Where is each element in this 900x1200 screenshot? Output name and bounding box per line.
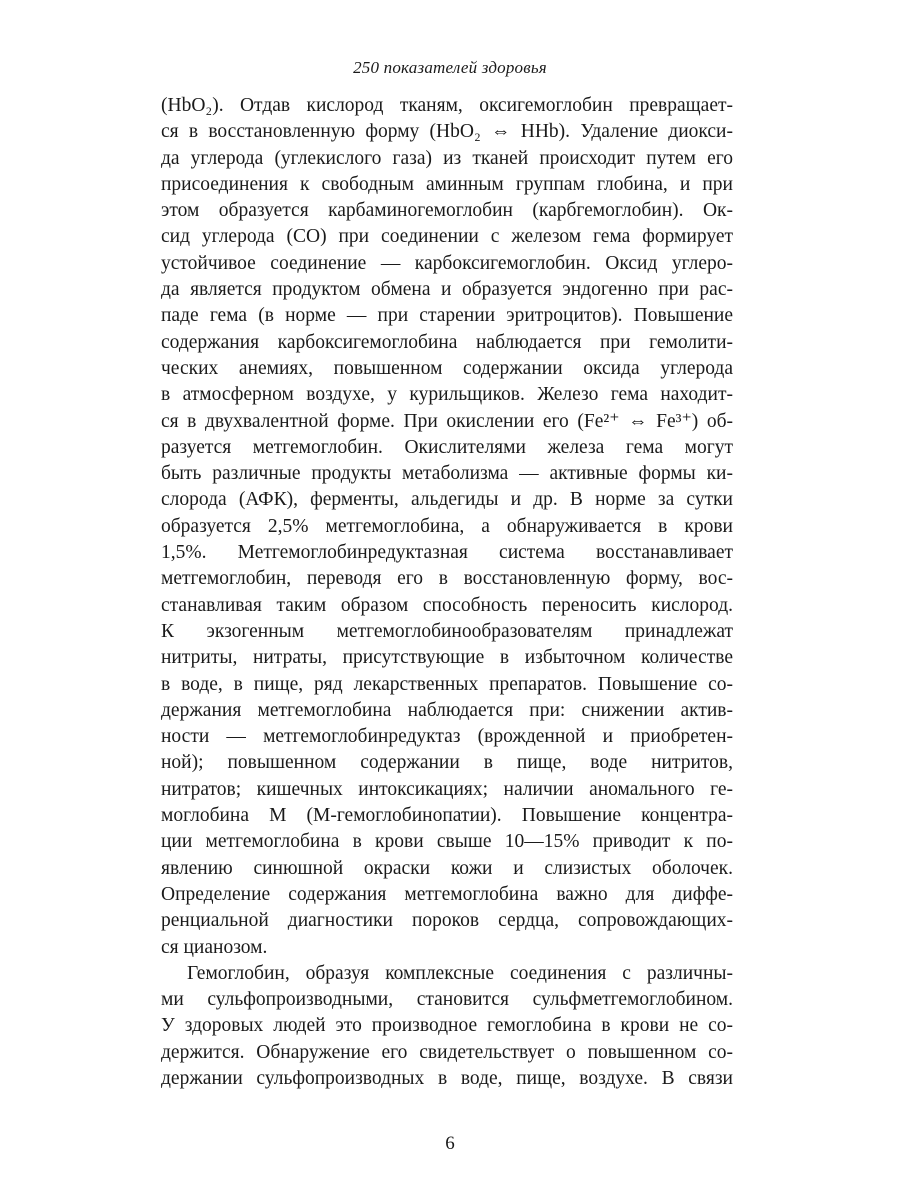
text-line: метгемоглобин, переводя его в восстановленную форму, вос- xyxy=(161,568,733,590)
text-line: ной); повышенном содержании в пище, воде нитритов, xyxy=(161,752,733,774)
text-line: сид углерода (CO) при соединении с железом гема формирует xyxy=(161,226,733,248)
text-line: ности — метгемоглобинредуктаз (врожденной и приобретен- xyxy=(161,726,733,748)
text-line: держании сульфопроизводных в воде, пище, воздухе. В связи xyxy=(161,1067,733,1089)
text-line: ми сульфопроизводными, становится сульфметгемоглобином. xyxy=(161,989,733,1011)
paragraph-2 xyxy=(161,961,733,1092)
text-line: этом образуется карбаминогемоглобин (карбгемоглобин). Ок- xyxy=(161,200,733,222)
paragraph-1 xyxy=(161,93,733,961)
text-line: держания метгемоглобина наблюдается при: снижении актив- xyxy=(161,699,733,721)
text-line: да углерода (углекислого газа) из тканей происходит путем его xyxy=(161,147,733,169)
text-line: ся в восстановленную форму (HbO₂ ⇔ HHb). Удаление диокси- xyxy=(161,121,733,143)
text-line: ся в двухвалентной форме. При окислении его (Fe²⁺ ⇔ Fe³⁺) об- xyxy=(161,410,733,432)
text-line: быть различные продукты метаболизма — активные формы ки- xyxy=(161,463,733,485)
text-line: в атмосферном воздухе, у курильщиков. Железо гема находит- xyxy=(161,384,733,406)
body-text xyxy=(161,93,733,1092)
text-line: ческих анемиях, повышенном содержании оксида углерода xyxy=(161,357,733,379)
text-line: явлению синюшной окраски кожи и слизистых оболочек. xyxy=(161,857,733,879)
text-line: ся цианозом. xyxy=(161,936,268,958)
text-line: У здоровых людей это производное гемоглобина в крови не со- xyxy=(161,1015,733,1037)
text-line: да является продуктом обмена и образуется эндогенно при рас- xyxy=(161,279,733,301)
text-line: образуется 2,5% метгемоглобина, а обнаруживается в крови xyxy=(161,515,733,537)
text-line: моглобина M (M-гемоглобинопатии). Повышение концентра- xyxy=(161,805,733,827)
text-line: (HbO₂). Отдав кислород тканям, оксигемоглобин превращает- xyxy=(161,95,733,116)
text-line: разуется метгемоглобин. Окислителями железа гема могут xyxy=(161,436,733,458)
text-line: нитриты, нитраты, присутствующие в избыточном количестве xyxy=(161,647,733,669)
text-line: паде гема (в норме — при старении эритроцитов). Повышение xyxy=(161,305,733,327)
text-line: Гемоглобин, образуя комплексные соединения с различны- xyxy=(187,962,733,984)
text-line: станавливая таким образом способность переносить кислород. xyxy=(161,594,733,616)
text-line: держится. Обнаружение его свидетельствует о повышенном со- xyxy=(161,1041,733,1063)
text-line: содержания карбоксигемоглобина наблюдается при гемолити- xyxy=(161,331,733,353)
text-line: К экзогенным метгемоглобинообразователям принадлежат xyxy=(161,620,733,642)
text-line: ции метгемоглобина в крови свыше 10—15% приводит к по- xyxy=(161,831,733,853)
text-line: 1,5%. Метгемоглобинредуктазная система восстанавливает xyxy=(161,542,733,564)
text-line: нитратов; кишечных интоксикациях; наличии аномального ге- xyxy=(161,778,733,800)
text-line: Определение содержания метгемоглобина важно для диффе- xyxy=(161,883,733,905)
text-line: присоединения к свободным аминным группам глобина, и при xyxy=(161,173,733,195)
page-number: 6 xyxy=(445,1133,455,1154)
running-head: 250 показателей здоровья xyxy=(353,58,547,77)
text-line: ренциальной диагностики пороков сердца, сопровождающих- xyxy=(161,910,733,932)
text-line: устойчивое соединение — карбоксигемоглобин. Оксид углеро- xyxy=(161,252,733,274)
text-line: слорода (АФК), ферменты, альдегиды и др. В норме за сутки xyxy=(161,489,733,511)
text-line: в воде, в пище, ряд лекарственных препаратов. Повышение со- xyxy=(161,673,733,695)
